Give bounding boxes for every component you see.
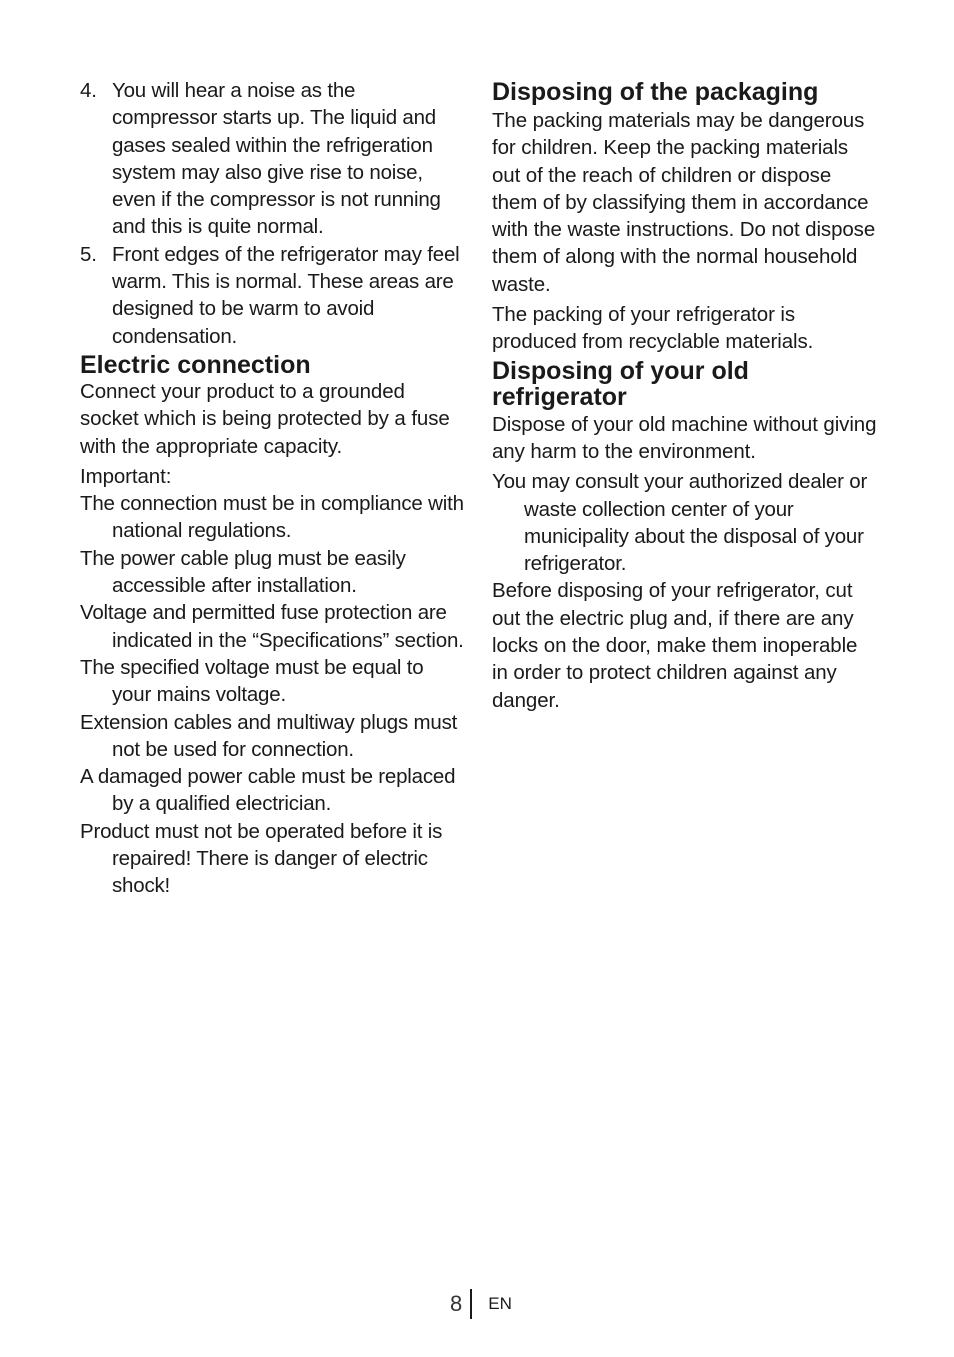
list-item: [80, 77, 465, 241]
old-fridge-paragraph: You may consult your authorized dealer or waste collection center of your municipality about the disposal of your refrigerator.: [492, 470, 868, 576]
packaging-paragraph: The packing of your refrigerator is produced from recyclable materials.: [492, 303, 814, 354]
numbered-steps: [80, 77, 465, 350]
list-item: [80, 241, 465, 350]
old-fridge-paragraph: Dispose of your old machine without giving any harm to the environment.: [492, 412, 877, 463]
note-item: The power cable plug must be easily accessible after installation.: [80, 546, 406, 598]
packaging-paragraph: The packing materials may be dangerous for children. Keep the packing materials out of the reach of children or dispose them of by classifying them in accordance with the waste instructions. Do not dispose them of along with the normal household waste.: [492, 109, 876, 296]
disposing-packaging-heading: Disposing of the packaging: [492, 78, 819, 106]
old-fridge-paragraph: Before disposing of your refrigerator, cut out the electric plug and, if there are any locks on the door, make them inoperable in order to protect children against any danger.: [492, 579, 858, 712]
note-item: Product must not be operated before it is repaired! There is danger of electric shock!: [80, 819, 443, 898]
note-item: The connection must be in compliance with national regulations.: [80, 492, 464, 543]
note-item: Voltage and permitted fuse protection are indicated in the “Specifications” section.: [80, 601, 464, 652]
right-column: [492, 77, 877, 714]
step-text: Front edges of the refrigerator may feel warm. This is normal. These areas are designed to be warm to avoid condensation.: [112, 242, 460, 348]
page-number: 8: [450, 1291, 463, 1316]
note-item: A damaged power cable must be replaced by a qualified electrician.: [80, 765, 456, 816]
language-code: EN: [488, 1294, 512, 1313]
note-item: The specified voltage must be equal to your mains voltage.: [80, 655, 424, 707]
note-item: Extension cables and multiway plugs must not be used for connection.: [80, 710, 458, 761]
electric-connection-heading: Electric connection: [80, 350, 311, 379]
important-label: Important:: [80, 464, 172, 488]
footer-divider: [470, 1289, 472, 1319]
step-text: You will hear a noise as the compressor starts up. The liquid and gases sealed within the refrigeration system may also give rise to noise, even if the compressor is not running and this is quite normal.: [112, 79, 441, 239]
step-number: 5.: [80, 242, 97, 266]
page-footer: [450, 1288, 512, 1320]
left-column: [80, 77, 465, 900]
disposing-old-refrigerator-heading: Disposing of your old refrigerator: [492, 356, 749, 411]
step-number: 4.: [80, 79, 97, 102]
electric-intro: Connect your product to a grounded socket which is being protected by a fuse with the appropriate capacity.: [80, 379, 450, 458]
